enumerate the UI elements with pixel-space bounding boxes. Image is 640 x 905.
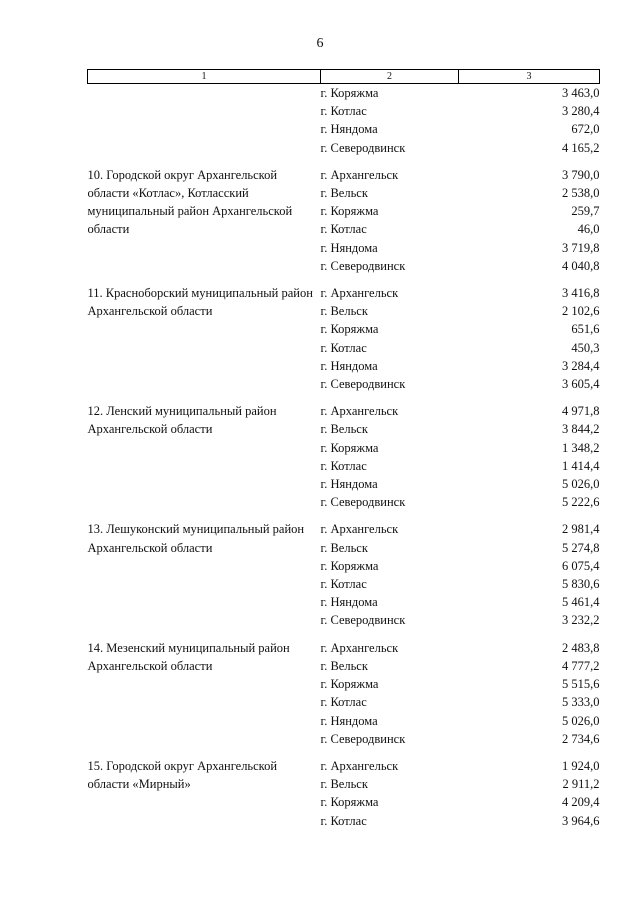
value-cell: 3 232,2	[562, 613, 600, 628]
value-cell: 3 284,4	[562, 358, 600, 373]
value-cell: 5 274,8	[562, 540, 600, 555]
group-spacer	[88, 748, 600, 757]
group-spacer	[88, 393, 600, 402]
city-cell: г. Коряжма	[320, 204, 379, 219]
city-cell: г. Вельск	[320, 540, 368, 555]
city-cell: г. Котлас	[320, 340, 367, 355]
value-cell: 2 911,2	[562, 777, 600, 792]
group-spacer	[88, 511, 600, 520]
table-row	[88, 402, 600, 420]
value-cell: 1 924,0	[562, 758, 600, 773]
city-cell: г. Котлас	[320, 577, 367, 592]
city-cell: г. Архангельск	[320, 758, 399, 773]
value-cell: 3 280,4	[562, 104, 600, 119]
district-name: 10. Городской округ Архангельской области «Котлас», Котласский муниципальный район Архангельской области	[87, 167, 293, 237]
value-cell: 5 515,6	[562, 677, 600, 692]
city-cell: г. Котлас	[320, 695, 367, 710]
city-cell: г. Северодвинск	[320, 377, 406, 392]
distance-table	[87, 69, 600, 830]
value-cell: 2 102,6	[562, 304, 600, 319]
value-cell: 3 416,8	[562, 286, 600, 301]
city-cell: г. Коряжма	[320, 795, 379, 810]
group-spacer	[88, 630, 600, 639]
city-cell: г. Котлас	[320, 222, 367, 237]
spacer-cell	[88, 748, 600, 757]
city-cell: г. Архангельск	[320, 167, 399, 182]
value-cell: 4 777,2	[562, 658, 600, 673]
value-cell: 672,0	[571, 122, 600, 137]
value-cell: 4 165,2	[562, 140, 600, 155]
city-cell: г. Архангельск	[320, 286, 399, 301]
district-name	[88, 84, 321, 157]
city-cell: г. Няндома	[320, 122, 378, 137]
city-cell: г. Коряжма	[320, 558, 379, 573]
district-name: 13. Лешуконский муниципальный район Архангельской области	[87, 522, 305, 555]
value-cell: 3 719,8	[562, 240, 600, 255]
table-row	[88, 757, 600, 775]
district-name: 15. Городской округ Архангельской области «Мирный»	[87, 758, 278, 792]
city-cell: г. Вельск	[320, 658, 368, 673]
city-cell: г. Няндома	[320, 595, 378, 610]
value-cell: 5 333,0	[562, 695, 600, 710]
table-row	[88, 520, 600, 538]
value-cell: 4 209,4	[562, 795, 600, 810]
city-cell: г. Коряжма	[320, 86, 379, 100]
table-row	[88, 284, 600, 302]
city-cell: г. Котлас	[320, 104, 367, 119]
value-cell: 450,3	[571, 340, 600, 355]
spacer-cell	[88, 511, 600, 520]
value-cell: 4 971,8	[562, 404, 600, 419]
city-cell: г. Коряжма	[320, 440, 379, 455]
value-cell: 5 026,0	[562, 713, 600, 728]
value-cell: 651,6	[571, 322, 600, 337]
value-cell: 46,0	[577, 222, 600, 237]
page-number: 6	[316, 36, 324, 51]
value-cell: 2 538,0	[562, 186, 600, 201]
column-header-2: 2	[321, 70, 459, 84]
value-cell: 3 605,4	[562, 377, 600, 392]
spacer-cell	[88, 630, 600, 639]
value-cell: 5 830,6	[562, 577, 600, 592]
city-cell: г. Коряжма	[320, 322, 379, 337]
table-body	[88, 84, 600, 830]
table-row	[88, 84, 600, 103]
city-cell: г. Няндома	[320, 358, 378, 373]
city-cell: г. Няндома	[320, 240, 378, 255]
value-cell: 3 964,6	[562, 813, 600, 828]
city-cell: г. Вельск	[320, 304, 368, 319]
value-cell: 4 040,8	[562, 258, 600, 273]
value-cell: 259,7	[571, 204, 600, 219]
value-cell: 5 461,4	[562, 595, 600, 610]
spacer-cell	[88, 275, 600, 284]
city-cell: г. Северодвинск	[320, 731, 406, 746]
table-row	[88, 639, 600, 657]
column-header-1: 1	[88, 70, 321, 84]
city-cell: г. Коряжма	[320, 677, 379, 692]
city-cell: г. Вельск	[320, 422, 368, 437]
city-cell: г. Архангельск	[320, 404, 399, 419]
city-cell: г. Северодвинск	[320, 258, 406, 273]
value-cell: 1 348,2	[562, 440, 600, 455]
city-cell: г. Архангельск	[320, 640, 399, 655]
table-row	[88, 166, 600, 184]
city-cell: г. Котлас	[320, 458, 367, 473]
city-cell: г. Няндома	[320, 713, 378, 728]
column-header-3: 3	[459, 70, 600, 84]
city-cell: г. Северодвинск	[320, 140, 406, 155]
district-name: 12. Ленский муниципальный район Архангельской области	[87, 404, 277, 437]
city-cell: г. Архангельск	[320, 522, 399, 537]
city-cell: г. Северодвинск	[320, 613, 406, 628]
value-cell: 3 790,0	[562, 167, 600, 182]
city-cell: г. Няндома	[320, 477, 378, 492]
value-cell: 2 483,8	[562, 640, 600, 655]
group-spacer	[88, 275, 600, 284]
group-spacer	[88, 157, 600, 166]
value-cell: 3 844,2	[562, 422, 600, 437]
district-name: 11. Красноборский муниципальный район Архангельской области	[87, 286, 313, 319]
city-cell: г. Котлас	[320, 813, 367, 828]
district-name: 14. Мезенский муниципальный район Архангельской области	[87, 640, 290, 673]
value-cell: 3 463,0	[562, 86, 600, 100]
value-cell: 2 981,4	[562, 522, 600, 537]
value-cell: 2 734,6	[562, 731, 600, 746]
value-cell: 5 026,0	[562, 477, 600, 492]
table-header	[88, 70, 600, 84]
spacer-cell	[88, 393, 600, 402]
value-cell: 6 075,4	[562, 558, 600, 573]
city-cell: г. Вельск	[320, 777, 368, 792]
city-cell: г. Северодвинск	[320, 495, 406, 510]
value-cell: 1 414,4	[562, 458, 600, 473]
value-cell: 5 222,6	[562, 495, 600, 510]
spacer-cell	[88, 157, 600, 166]
city-cell: г. Вельск	[320, 186, 368, 201]
